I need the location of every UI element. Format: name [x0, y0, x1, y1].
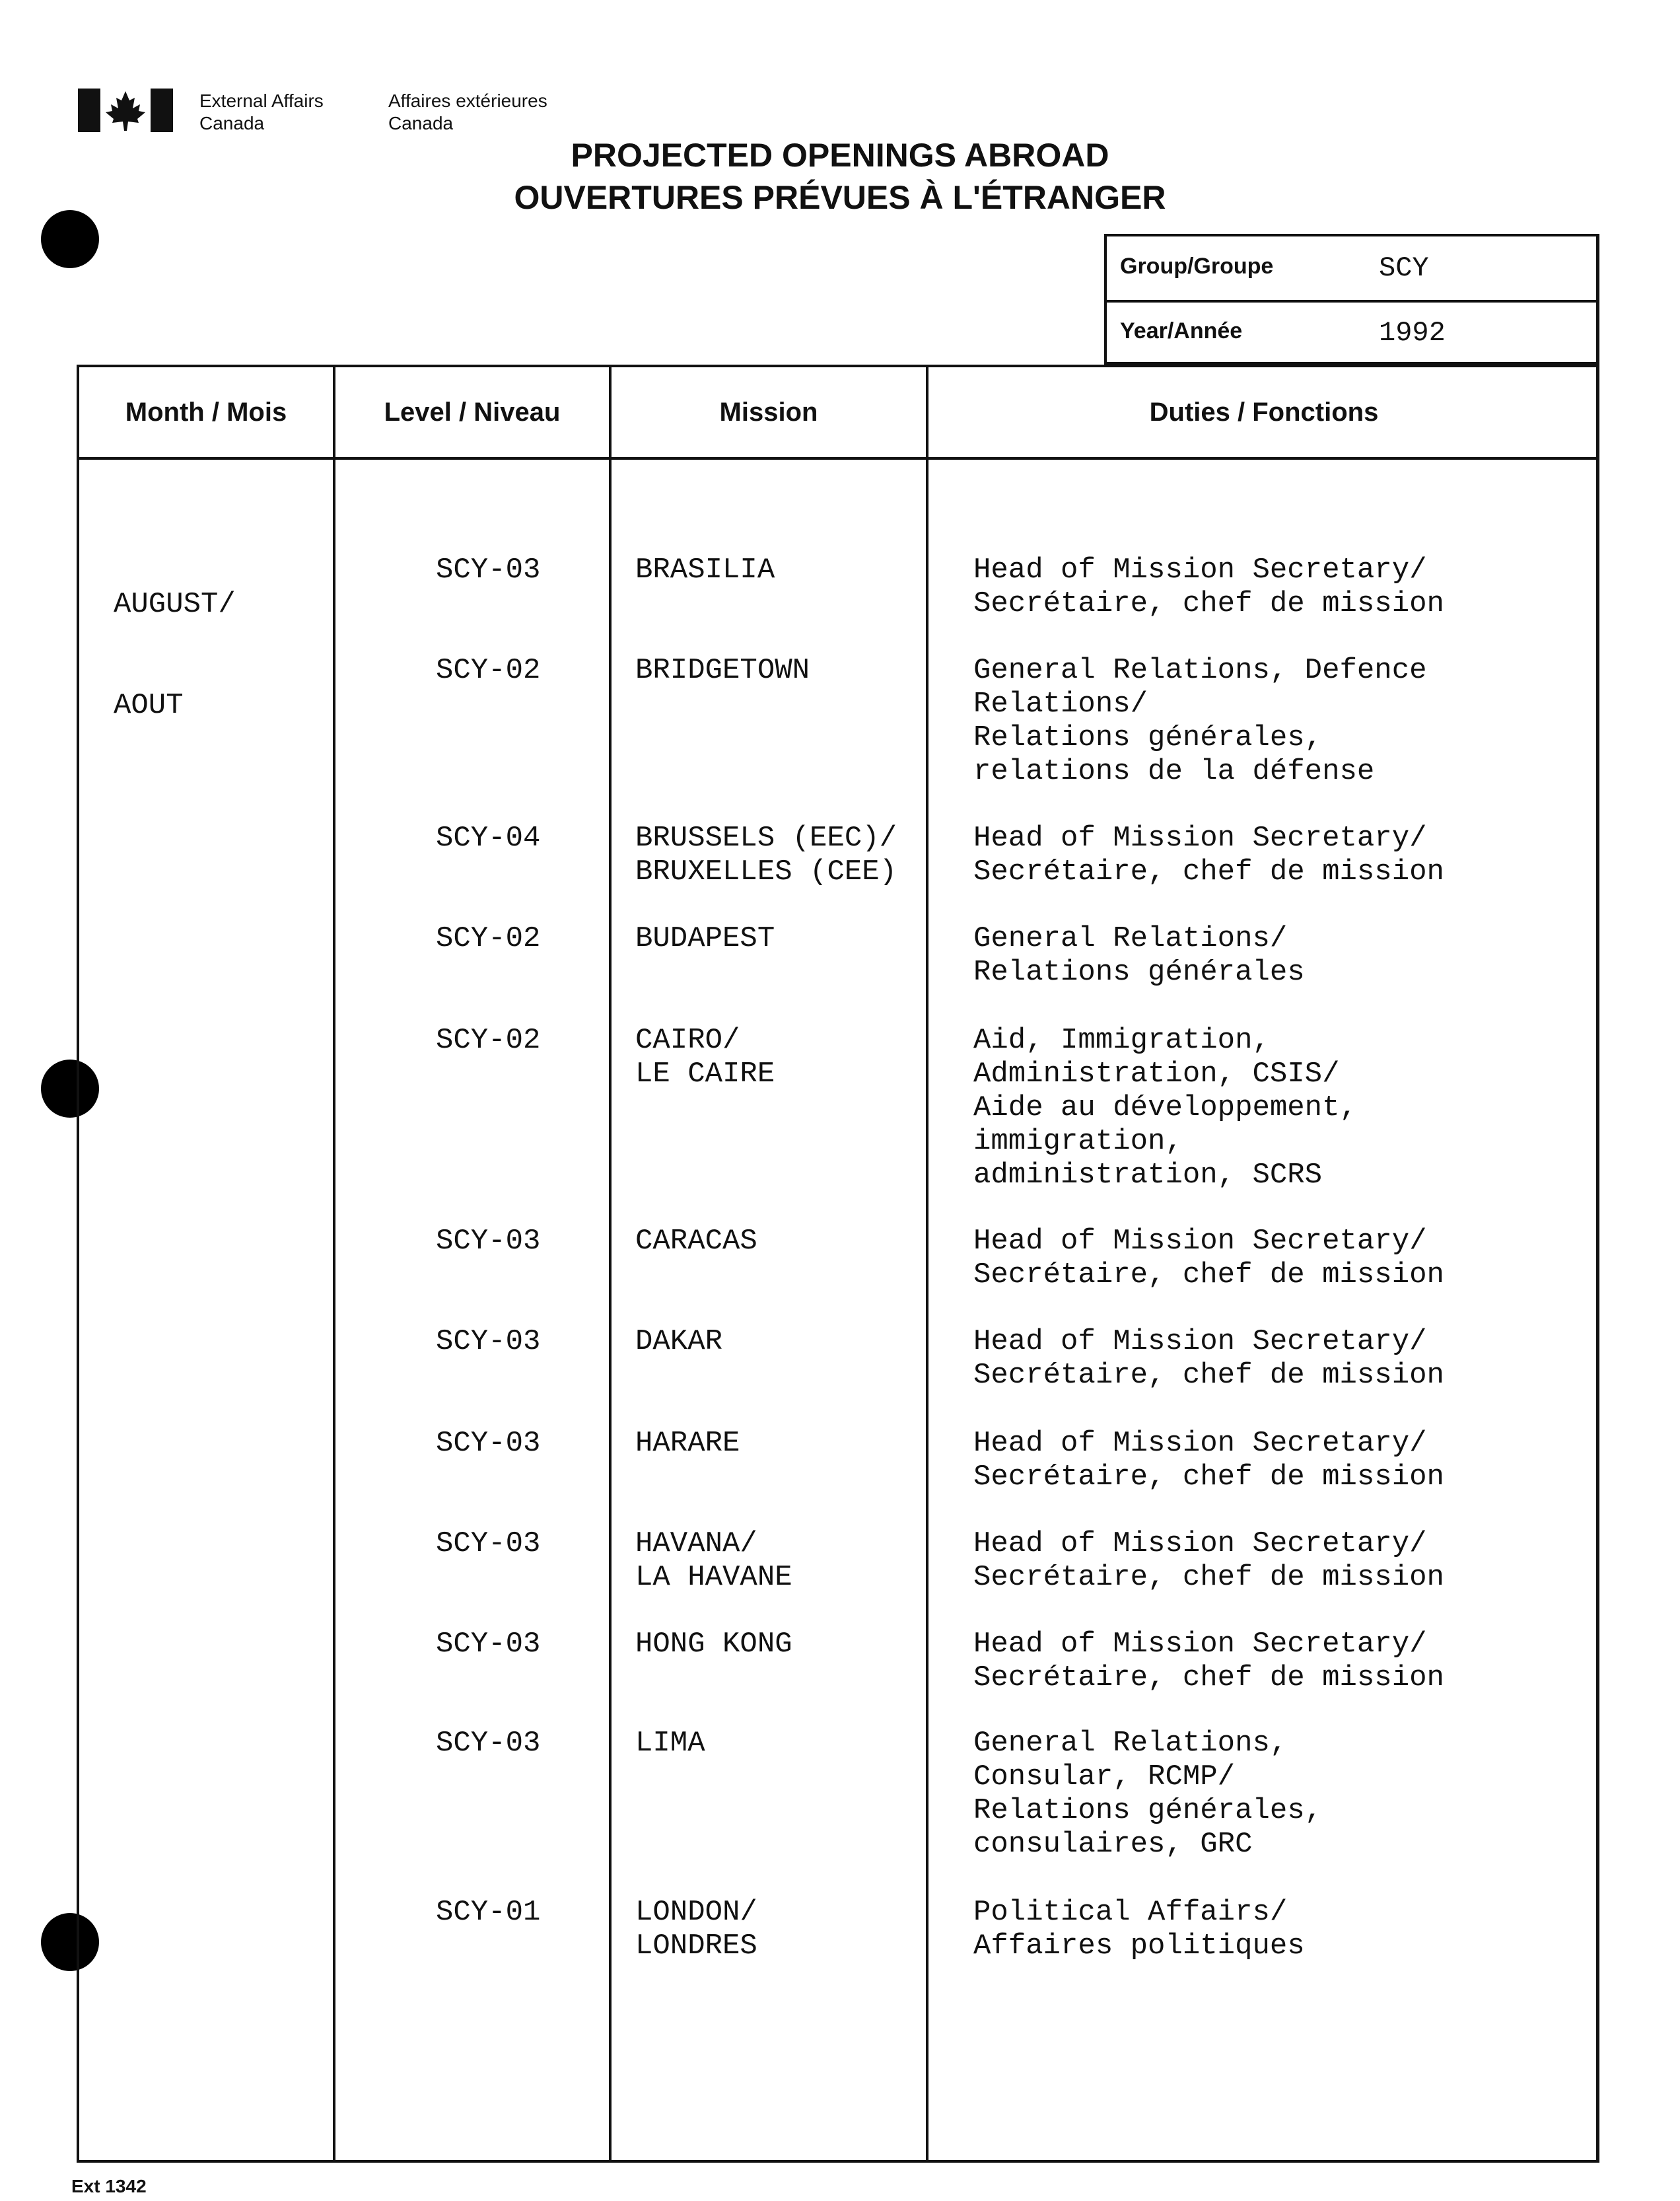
- department-en: [199, 90, 324, 135]
- duties-line: Secrétaire, chef de mission: [973, 1661, 1444, 1694]
- duties-line: Relations générales: [973, 956, 1305, 989]
- mission-line: HARARE: [635, 1427, 740, 1460]
- duties-line: Relations générales,: [973, 1794, 1323, 1827]
- year-row: [1107, 300, 1596, 366]
- mission-cell: [635, 654, 810, 688]
- month-line-en: AUGUST/: [114, 588, 236, 621]
- year-value: 1992: [1379, 317, 1446, 349]
- mission-line: HAVANA/: [635, 1527, 757, 1560]
- year-label: Year/Année: [1120, 318, 1243, 343]
- duties-line: General Relations/: [973, 922, 1288, 955]
- mission-line: DAKAR: [635, 1325, 723, 1358]
- duties-cell: [973, 922, 1482, 990]
- duties-cell: [973, 554, 1482, 621]
- openings-table: [77, 365, 1599, 2163]
- month-cell: [114, 521, 236, 790]
- mission-cell: [635, 1727, 705, 1760]
- mission-cell: [635, 1427, 740, 1461]
- level-cell: SCY-02: [436, 922, 541, 955]
- mission-line: CAIRO/: [635, 1024, 740, 1057]
- mission-line: LONDRES: [635, 1930, 757, 1963]
- group-label: Group/Groupe: [1120, 254, 1274, 279]
- binder-hole-top: [41, 210, 99, 268]
- level-cell: SCY-03: [436, 1727, 541, 1760]
- duties-line: Secrétaire, chef de mission: [973, 587, 1444, 620]
- canada-flag-logo: [78, 89, 173, 132]
- department-fr: [388, 90, 547, 135]
- duties-cell: [973, 1225, 1482, 1292]
- title-en: PROJECTED OPENINGS ABROAD: [571, 137, 1109, 174]
- duties-cell: [973, 1427, 1482, 1494]
- column-divider: [926, 367, 928, 2160]
- column-divider: [333, 367, 335, 2160]
- mission-line: LA HAVANE: [635, 1561, 792, 1594]
- duties-line: Consular, RCMP/: [973, 1760, 1236, 1793]
- duties-line: Head of Mission Secretary/: [973, 1325, 1427, 1358]
- duties-line: Secrétaire, chef de mission: [973, 1258, 1444, 1291]
- level-cell: SCY-04: [436, 822, 541, 855]
- department-fr-line2: Canada: [388, 113, 454, 133]
- month-line-fr: AOUT: [114, 689, 184, 722]
- duties-line: Head of Mission Secretary/: [973, 1225, 1427, 1258]
- duties-line: Affaires politiques: [973, 1930, 1305, 1963]
- duties-line: Political Affairs/: [973, 1896, 1288, 1929]
- mission-line: BRASILIA: [635, 554, 775, 587]
- level-cell: SCY-02: [436, 654, 541, 687]
- mission-cell: [635, 1628, 792, 1661]
- mission-cell: [635, 922, 775, 956]
- column-header-duties: Duties / Fonctions: [1149, 398, 1379, 427]
- mission-cell: [635, 822, 897, 889]
- duties-line: consulaires, GRC: [973, 1828, 1253, 1861]
- level-cell: SCY-03: [436, 1427, 541, 1460]
- duties-cell: [973, 822, 1482, 889]
- duties-cell: [973, 1024, 1482, 1192]
- mission-cell: [635, 1896, 757, 1963]
- mission-line: BRIDGETOWN: [635, 654, 810, 687]
- mission-line: LE CAIRE: [635, 1058, 775, 1091]
- duties-line: Secrétaire, chef de mission: [973, 1561, 1444, 1594]
- mission-cell: [635, 554, 775, 587]
- level-cell: SCY-03: [436, 1325, 541, 1358]
- duties-line: Head of Mission Secretary/: [973, 1628, 1427, 1661]
- duties-cell: [973, 1727, 1482, 1861]
- column-header-level: Level / Niveau: [384, 398, 561, 427]
- mission-line: BRUSSELS (EEC)/: [635, 822, 897, 855]
- duties-line: Head of Mission Secretary/: [973, 822, 1427, 855]
- duties-line: Aid, Immigration,: [973, 1024, 1270, 1057]
- duties-line: Aide au développement,: [973, 1091, 1357, 1124]
- duties-line: Relations/: [973, 688, 1148, 721]
- duties-cell: [973, 1527, 1482, 1595]
- duties-line: Secrétaire, chef de mission: [973, 1461, 1444, 1494]
- mission-line: HONG KONG: [635, 1628, 792, 1661]
- level-cell: SCY-03: [436, 1225, 541, 1258]
- mission-line: BUDAPEST: [635, 922, 775, 955]
- level-cell: SCY-01: [436, 1896, 541, 1929]
- column-header-month: Month / Mois: [125, 398, 287, 427]
- department-en-line1: External Affairs: [199, 90, 324, 111]
- level-cell: SCY-02: [436, 1024, 541, 1057]
- group-value: SCY: [1379, 252, 1429, 284]
- duties-line: administration, SCRS: [973, 1159, 1323, 1192]
- level-cell: SCY-03: [436, 1527, 541, 1560]
- duties-line: Secrétaire, chef de mission: [973, 855, 1444, 888]
- mission-line: BRUXELLES (CEE): [635, 855, 897, 888]
- duties-line: Head of Mission Secretary/: [973, 554, 1427, 587]
- mission-cell: [635, 1225, 757, 1258]
- duties-line: Head of Mission Secretary/: [973, 1527, 1427, 1560]
- duties-line: Head of Mission Secretary/: [973, 1427, 1427, 1460]
- level-cell: SCY-03: [436, 554, 541, 587]
- mission-cell: [635, 1325, 722, 1359]
- department-fr-line1: Affaires extérieures: [388, 90, 547, 111]
- duties-line: General Relations,: [973, 1727, 1288, 1760]
- mission-line: LONDON/: [635, 1896, 757, 1929]
- mission-line: CARACAS: [635, 1225, 757, 1258]
- duties-line: immigration,: [973, 1125, 1183, 1158]
- mission-line: LIMA: [635, 1727, 705, 1760]
- department-en-line2: Canada: [199, 113, 265, 133]
- duties-line: relations de la défense: [973, 755, 1375, 788]
- group-year-box: [1104, 234, 1599, 365]
- mission-cell: [635, 1527, 792, 1595]
- duties-cell: [973, 1325, 1482, 1392]
- level-cell: SCY-03: [436, 1628, 541, 1661]
- duties-cell: [973, 1896, 1482, 1963]
- duties-cell: [973, 1628, 1482, 1695]
- duties-line: Relations générales,: [973, 721, 1323, 754]
- duties-cell: [973, 654, 1482, 789]
- column-divider: [609, 367, 612, 2160]
- group-row: [1107, 236, 1596, 300]
- mission-cell: [635, 1024, 775, 1091]
- form-number: Ext 1342: [71, 2176, 147, 2196]
- column-header-mission: Mission: [719, 398, 818, 427]
- duties-line: General Relations, Defence: [973, 654, 1427, 687]
- duties-line: Secrétaire, chef de mission: [973, 1359, 1444, 1392]
- title-fr: OUVERTURES PRÉVUES À L'ÉTRANGER: [514, 179, 1166, 216]
- duties-line: Administration, CSIS/: [973, 1058, 1340, 1091]
- header-divider: [79, 457, 1596, 460]
